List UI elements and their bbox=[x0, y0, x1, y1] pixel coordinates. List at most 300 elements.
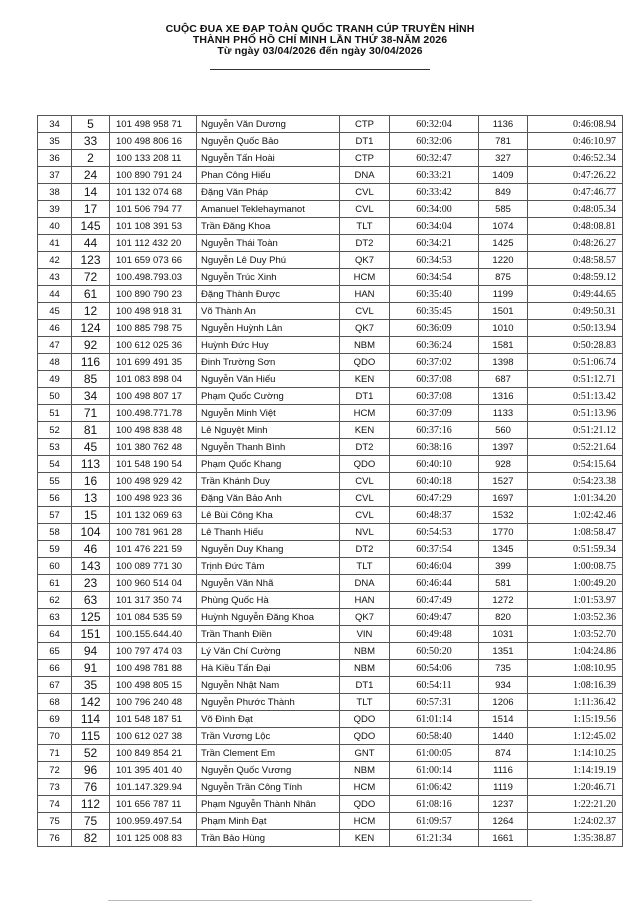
rank-cell: 41 bbox=[38, 235, 72, 252]
rank-cell: 42 bbox=[38, 252, 72, 269]
header-underline bbox=[210, 69, 430, 70]
uci-id-cell: 100.959.497.54 bbox=[110, 813, 197, 830]
total-time-cell: 60:40:10 bbox=[390, 456, 479, 473]
rank-cell: 56 bbox=[38, 490, 72, 507]
points-cell: 1397 bbox=[479, 439, 528, 456]
uci-id-cell: 101 112 432 20 bbox=[110, 235, 197, 252]
time-gap-cell: 0:46:10.97 bbox=[528, 133, 623, 150]
table-row bbox=[38, 541, 623, 558]
points-cell: 1133 bbox=[479, 405, 528, 422]
rank-cell: 76 bbox=[38, 830, 72, 847]
points-cell: 1661 bbox=[479, 830, 528, 847]
total-time-cell: 60:49:48 bbox=[390, 626, 479, 643]
team-code-cell: KEN bbox=[340, 830, 390, 847]
time-gap-cell: 0:48:08.81 bbox=[528, 218, 623, 235]
points-cell: 1425 bbox=[479, 235, 528, 252]
race-title: CUỘC ĐUA XE ĐẠP TOÀN QUỐC TRANH CÚP TRUYỀN HÌNH bbox=[165, 23, 475, 35]
total-time-cell: 60:36:24 bbox=[390, 337, 479, 354]
rank-cell: 46 bbox=[38, 320, 72, 337]
rank-cell: 62 bbox=[38, 592, 72, 609]
time-gap-cell: 1:01:34.20 bbox=[528, 490, 623, 507]
total-time-cell: 60:46:04 bbox=[390, 558, 479, 575]
team-code-cell: HCM bbox=[340, 405, 390, 422]
table-row bbox=[38, 694, 623, 711]
uci-id-cell: 100.155.644.40 bbox=[110, 626, 197, 643]
uci-id-cell: 100.498.793.03 bbox=[110, 269, 197, 286]
time-gap-cell: 1:11:36.42 bbox=[528, 694, 623, 711]
table-row bbox=[38, 405, 623, 422]
rider-name-cell: Nguyễn Quốc Vương bbox=[197, 762, 340, 779]
time-gap-cell: 0:51:21.12 bbox=[528, 422, 623, 439]
bib-cell: 96 bbox=[72, 762, 110, 779]
rank-cell: 61 bbox=[38, 575, 72, 592]
points-cell: 1010 bbox=[479, 320, 528, 337]
points-cell: 1398 bbox=[479, 354, 528, 371]
points-cell: 1514 bbox=[479, 711, 528, 728]
table-row bbox=[38, 779, 623, 796]
bib-cell: 116 bbox=[72, 354, 110, 371]
rider-name-cell: Trần Thanh Điền bbox=[197, 626, 340, 643]
total-time-cell: 60:34:54 bbox=[390, 269, 479, 286]
uci-id-cell: 101 317 350 74 bbox=[110, 592, 197, 609]
uci-id-cell: 100 796 240 48 bbox=[110, 694, 197, 711]
total-time-cell: 60:47:49 bbox=[390, 592, 479, 609]
time-gap-cell: 0:54:15.64 bbox=[528, 456, 623, 473]
uci-id-cell: 101 476 221 59 bbox=[110, 541, 197, 558]
table-row bbox=[38, 609, 623, 626]
time-gap-cell: 0:50:13.94 bbox=[528, 320, 623, 337]
rider-name-cell: Phan Công Hiếu bbox=[197, 167, 340, 184]
team-code-cell: KEN bbox=[340, 371, 390, 388]
table-row bbox=[38, 235, 623, 252]
team-code-cell: TLT bbox=[340, 694, 390, 711]
rank-cell: 67 bbox=[38, 677, 72, 694]
time-gap-cell: 0:49:44.65 bbox=[528, 286, 623, 303]
points-cell: 327 bbox=[479, 150, 528, 167]
time-gap-cell: 0:54:23.38 bbox=[528, 473, 623, 490]
race-edition: THÀNH PHỐ HỒ CHÍ MINH LẦN THỨ 38-NĂM 2026 bbox=[192, 34, 448, 46]
rider-name-cell: Huỳnh Đức Huy bbox=[197, 337, 340, 354]
rider-name-cell: Nguyễn Văn Nhã bbox=[197, 575, 340, 592]
table-row bbox=[38, 337, 623, 354]
points-cell: 1440 bbox=[479, 728, 528, 745]
total-time-cell: 60:49:47 bbox=[390, 609, 479, 626]
table-row bbox=[38, 456, 623, 473]
rank-cell: 44 bbox=[38, 286, 72, 303]
total-time-cell: 60:47:29 bbox=[390, 490, 479, 507]
rider-name-cell: Nguyễn Văn Dương bbox=[197, 116, 340, 133]
bib-cell: 123 bbox=[72, 252, 110, 269]
uci-id-cell: 100 133 208 11 bbox=[110, 150, 197, 167]
rank-cell: 49 bbox=[38, 371, 72, 388]
bib-cell: 24 bbox=[72, 167, 110, 184]
rider-name-cell: Đặng Văn Pháp bbox=[197, 184, 340, 201]
bib-cell: 15 bbox=[72, 507, 110, 524]
rank-cell: 66 bbox=[38, 660, 72, 677]
bib-cell: 35 bbox=[72, 677, 110, 694]
team-code-cell: QK7 bbox=[340, 320, 390, 337]
total-time-cell: 60:35:45 bbox=[390, 303, 479, 320]
points-cell: 399 bbox=[479, 558, 528, 575]
team-code-cell: TLT bbox=[340, 218, 390, 235]
time-gap-cell: 0:51:13.42 bbox=[528, 388, 623, 405]
table-row bbox=[38, 354, 623, 371]
rider-name-cell: Phạm Nguyễn Thành Nhân bbox=[197, 796, 340, 813]
team-code-cell: QDO bbox=[340, 728, 390, 745]
total-time-cell: 61:09:57 bbox=[390, 813, 479, 830]
bib-cell: 63 bbox=[72, 592, 110, 609]
points-cell: 1136 bbox=[479, 116, 528, 133]
team-code-cell: CVL bbox=[340, 490, 390, 507]
uci-id-cell: 100 849 854 21 bbox=[110, 745, 197, 762]
team-code-cell: QDO bbox=[340, 354, 390, 371]
total-time-cell: 60:37:08 bbox=[390, 371, 479, 388]
rank-cell: 71 bbox=[38, 745, 72, 762]
points-cell: 735 bbox=[479, 660, 528, 677]
table-row bbox=[38, 320, 623, 337]
bib-cell: 104 bbox=[72, 524, 110, 541]
rank-cell: 50 bbox=[38, 388, 72, 405]
points-cell: 1501 bbox=[479, 303, 528, 320]
table-row bbox=[38, 422, 623, 439]
table-row bbox=[38, 150, 623, 167]
time-gap-cell: 0:48:05.34 bbox=[528, 201, 623, 218]
uci-id-cell: 100 960 514 04 bbox=[110, 575, 197, 592]
team-code-cell: NVL bbox=[340, 524, 390, 541]
table-row bbox=[38, 677, 623, 694]
points-cell: 781 bbox=[479, 133, 528, 150]
total-time-cell: 61:21:34 bbox=[390, 830, 479, 847]
total-time-cell: 60:33:21 bbox=[390, 167, 479, 184]
bib-cell: 16 bbox=[72, 473, 110, 490]
time-gap-cell: 1:15:19.56 bbox=[528, 711, 623, 728]
time-gap-cell: 0:47:26.22 bbox=[528, 167, 623, 184]
uci-id-cell: 100 089 771 30 bbox=[110, 558, 197, 575]
rider-name-cell: Trần Khánh Duy bbox=[197, 473, 340, 490]
uci-id-cell: 101 656 787 11 bbox=[110, 796, 197, 813]
total-time-cell: 60:40:18 bbox=[390, 473, 479, 490]
rank-cell: 36 bbox=[38, 150, 72, 167]
bib-cell: 71 bbox=[72, 405, 110, 422]
bib-cell: 92 bbox=[72, 337, 110, 354]
uci-id-cell: 100.498.771.78 bbox=[110, 405, 197, 422]
team-code-cell: HCM bbox=[340, 269, 390, 286]
table-row bbox=[38, 116, 623, 133]
rank-cell: 65 bbox=[38, 643, 72, 660]
team-code-cell: QDO bbox=[340, 456, 390, 473]
total-time-cell: 60:34:00 bbox=[390, 201, 479, 218]
bib-cell: 44 bbox=[72, 235, 110, 252]
time-gap-cell: 0:46:08.94 bbox=[528, 116, 623, 133]
team-code-cell: DT2 bbox=[340, 439, 390, 456]
rider-name-cell: Phùng Quốc Hà bbox=[197, 592, 340, 609]
time-gap-cell: 1:03:52.36 bbox=[528, 609, 623, 626]
bib-cell: 151 bbox=[72, 626, 110, 643]
team-code-cell: HAN bbox=[340, 286, 390, 303]
time-gap-cell: 0:47:46.77 bbox=[528, 184, 623, 201]
rider-name-cell: Huỳnh Nguyễn Đăng Khoa bbox=[197, 609, 340, 626]
total-time-cell: 60:50:20 bbox=[390, 643, 479, 660]
table-row bbox=[38, 388, 623, 405]
rank-cell: 74 bbox=[38, 796, 72, 813]
uci-id-cell: 100 498 838 48 bbox=[110, 422, 197, 439]
table-row bbox=[38, 201, 623, 218]
rider-name-cell: Lê Bùi Công Kha bbox=[197, 507, 340, 524]
total-time-cell: 60:54:11 bbox=[390, 677, 479, 694]
rider-name-cell: Nguyễn Nhật Nam bbox=[197, 677, 340, 694]
table-row bbox=[38, 371, 623, 388]
rank-cell: 39 bbox=[38, 201, 72, 218]
total-time-cell: 60:34:21 bbox=[390, 235, 479, 252]
rider-name-cell: Trần Clement Em bbox=[197, 745, 340, 762]
bib-cell: 46 bbox=[72, 541, 110, 558]
total-time-cell: 61:00:05 bbox=[390, 745, 479, 762]
rank-cell: 72 bbox=[38, 762, 72, 779]
team-code-cell: QDO bbox=[340, 796, 390, 813]
points-cell: 1409 bbox=[479, 167, 528, 184]
rider-name-cell: Đinh Trường Sơn bbox=[197, 354, 340, 371]
uci-id-cell: 101 659 073 66 bbox=[110, 252, 197, 269]
table-row bbox=[38, 524, 623, 541]
total-time-cell: 60:37:08 bbox=[390, 388, 479, 405]
bib-cell: 145 bbox=[72, 218, 110, 235]
team-code-cell: DT1 bbox=[340, 677, 390, 694]
table-row bbox=[38, 439, 623, 456]
rider-name-cell: Lý Văn Chí Cường bbox=[197, 643, 340, 660]
points-cell: 1206 bbox=[479, 694, 528, 711]
time-gap-cell: 1:03:52.70 bbox=[528, 626, 623, 643]
points-cell: 560 bbox=[479, 422, 528, 439]
team-code-cell: HAN bbox=[340, 592, 390, 609]
points-cell: 849 bbox=[479, 184, 528, 201]
rank-cell: 75 bbox=[38, 813, 72, 830]
points-cell: 1116 bbox=[479, 762, 528, 779]
table-row bbox=[38, 184, 623, 201]
rider-name-cell: Nguyễn Phước Thành bbox=[197, 694, 340, 711]
uci-id-cell: 100 612 027 38 bbox=[110, 728, 197, 745]
uci-id-cell: 101.147.329.94 bbox=[110, 779, 197, 796]
table-row bbox=[38, 507, 623, 524]
rider-name-cell: Đặng Thành Được bbox=[197, 286, 340, 303]
bib-cell: 75 bbox=[72, 813, 110, 830]
bib-cell: 5 bbox=[72, 116, 110, 133]
rider-name-cell: Nguyễn Huỳnh Lân bbox=[197, 320, 340, 337]
points-cell: 874 bbox=[479, 745, 528, 762]
bib-cell: 45 bbox=[72, 439, 110, 456]
bib-cell: 113 bbox=[72, 456, 110, 473]
rank-cell: 64 bbox=[38, 626, 72, 643]
uci-id-cell: 101 083 898 04 bbox=[110, 371, 197, 388]
bib-cell: 124 bbox=[72, 320, 110, 337]
rank-cell: 37 bbox=[38, 167, 72, 184]
team-code-cell: CTP bbox=[340, 116, 390, 133]
total-time-cell: 60:46:44 bbox=[390, 575, 479, 592]
team-code-cell: NBM bbox=[340, 337, 390, 354]
uci-id-cell: 100 498 807 17 bbox=[110, 388, 197, 405]
uci-id-cell: 100 498 918 31 bbox=[110, 303, 197, 320]
uci-id-cell: 101 125 008 83 bbox=[110, 830, 197, 847]
bib-cell: 34 bbox=[72, 388, 110, 405]
team-code-cell: DT2 bbox=[340, 235, 390, 252]
team-code-cell: CVL bbox=[340, 303, 390, 320]
time-gap-cell: 0:48:58.57 bbox=[528, 252, 623, 269]
total-time-cell: 60:32:04 bbox=[390, 116, 479, 133]
uci-id-cell: 100 498 806 16 bbox=[110, 133, 197, 150]
team-code-cell: HCM bbox=[340, 813, 390, 830]
team-code-cell: CVL bbox=[340, 184, 390, 201]
time-gap-cell: 1:22:21.20 bbox=[528, 796, 623, 813]
points-cell: 581 bbox=[479, 575, 528, 592]
uci-id-cell: 100 890 790 23 bbox=[110, 286, 197, 303]
table-row bbox=[38, 558, 623, 575]
rank-cell: 48 bbox=[38, 354, 72, 371]
total-time-cell: 60:36:09 bbox=[390, 320, 479, 337]
uci-id-cell: 101 084 535 59 bbox=[110, 609, 197, 626]
total-time-cell: 60:32:47 bbox=[390, 150, 479, 167]
time-gap-cell: 1:02:42.46 bbox=[528, 507, 623, 524]
rider-name-cell: Nguyễn Thanh Bình bbox=[197, 439, 340, 456]
team-code-cell: VIN bbox=[340, 626, 390, 643]
rider-name-cell: Nguyễn Minh Việt bbox=[197, 405, 340, 422]
points-cell: 1351 bbox=[479, 643, 528, 660]
rider-name-cell: Trịnh Đức Tâm bbox=[197, 558, 340, 575]
time-gap-cell: 1:08:58.47 bbox=[528, 524, 623, 541]
rank-cell: 58 bbox=[38, 524, 72, 541]
total-time-cell: 60:34:53 bbox=[390, 252, 479, 269]
team-code-cell: DNA bbox=[340, 167, 390, 184]
total-time-cell: 61:08:16 bbox=[390, 796, 479, 813]
time-gap-cell: 0:51:13.96 bbox=[528, 405, 623, 422]
points-cell: 1697 bbox=[479, 490, 528, 507]
rider-name-cell: Nguyễn Văn Hiếu bbox=[197, 371, 340, 388]
total-time-cell: 60:38:16 bbox=[390, 439, 479, 456]
table-row bbox=[38, 269, 623, 286]
points-cell: 1199 bbox=[479, 286, 528, 303]
time-gap-cell: 1:14:19.19 bbox=[528, 762, 623, 779]
time-gap-cell: 0:51:12.71 bbox=[528, 371, 623, 388]
time-gap-cell: 1:08:10.95 bbox=[528, 660, 623, 677]
team-code-cell: CVL bbox=[340, 507, 390, 524]
team-code-cell: TLT bbox=[340, 558, 390, 575]
points-cell: 875 bbox=[479, 269, 528, 286]
points-cell: 1237 bbox=[479, 796, 528, 813]
table-row bbox=[38, 626, 623, 643]
points-cell: 1220 bbox=[479, 252, 528, 269]
rider-name-cell: Trần Đăng Khoa bbox=[197, 218, 340, 235]
table-row bbox=[38, 473, 623, 490]
bib-cell: 76 bbox=[72, 779, 110, 796]
table-row bbox=[38, 252, 623, 269]
rank-cell: 45 bbox=[38, 303, 72, 320]
rider-name-cell: Nguyễn Lê Duy Phú bbox=[197, 252, 340, 269]
rank-cell: 73 bbox=[38, 779, 72, 796]
time-gap-cell: 1:01:53.97 bbox=[528, 592, 623, 609]
points-cell: 1770 bbox=[479, 524, 528, 541]
table-row bbox=[38, 711, 623, 728]
total-time-cell: 60:37:54 bbox=[390, 541, 479, 558]
rider-name-cell: Nguyễn Trúc Xinh bbox=[197, 269, 340, 286]
points-cell: 585 bbox=[479, 201, 528, 218]
rank-cell: 55 bbox=[38, 473, 72, 490]
uci-id-cell: 100 885 798 75 bbox=[110, 320, 197, 337]
points-cell: 1074 bbox=[479, 218, 528, 235]
total-time-cell: 60:54:53 bbox=[390, 524, 479, 541]
uci-id-cell: 101 548 187 51 bbox=[110, 711, 197, 728]
total-time-cell: 60:34:04 bbox=[390, 218, 479, 235]
uci-id-cell: 101 380 762 48 bbox=[110, 439, 197, 456]
uci-id-cell: 100 498 781 88 bbox=[110, 660, 197, 677]
bib-cell: 14 bbox=[72, 184, 110, 201]
team-code-cell: CTP bbox=[340, 150, 390, 167]
bib-cell: 52 bbox=[72, 745, 110, 762]
points-cell: 687 bbox=[479, 371, 528, 388]
uci-id-cell: 100 890 791 24 bbox=[110, 167, 197, 184]
points-cell: 928 bbox=[479, 456, 528, 473]
total-time-cell: 60:37:16 bbox=[390, 422, 479, 439]
rider-name-cell: Nguyễn Thái Toàn bbox=[197, 235, 340, 252]
time-gap-cell: 0:48:26.27 bbox=[528, 235, 623, 252]
table-row bbox=[38, 728, 623, 745]
time-gap-cell: 1:35:38.87 bbox=[528, 830, 623, 847]
rank-cell: 54 bbox=[38, 456, 72, 473]
bib-cell: 82 bbox=[72, 830, 110, 847]
bib-cell: 115 bbox=[72, 728, 110, 745]
time-gap-cell: 1:00:49.20 bbox=[528, 575, 623, 592]
table-row bbox=[38, 660, 623, 677]
team-code-cell: CVL bbox=[340, 201, 390, 218]
rank-cell: 59 bbox=[38, 541, 72, 558]
rider-name-cell: Hà Kiều Tấn Đại bbox=[197, 660, 340, 677]
rank-cell: 35 bbox=[38, 133, 72, 150]
table-row bbox=[38, 813, 623, 830]
uci-id-cell: 101 395 401 40 bbox=[110, 762, 197, 779]
time-gap-cell: 1:14:10.25 bbox=[528, 745, 623, 762]
total-time-cell: 60:35:40 bbox=[390, 286, 479, 303]
uci-id-cell: 101 498 958 71 bbox=[110, 116, 197, 133]
table-row bbox=[38, 167, 623, 184]
uci-id-cell: 101 699 491 35 bbox=[110, 354, 197, 371]
table-row bbox=[38, 762, 623, 779]
race-dates: Từ ngày 03/04/2026 đến ngày 30/04/2026 bbox=[217, 45, 423, 57]
team-code-cell: DT1 bbox=[340, 133, 390, 150]
total-time-cell: 60:32:06 bbox=[390, 133, 479, 150]
total-time-cell: 60:37:09 bbox=[390, 405, 479, 422]
rank-cell: 60 bbox=[38, 558, 72, 575]
time-gap-cell: 0:50:28.83 bbox=[528, 337, 623, 354]
rider-name-cell: Trần Bảo Hùng bbox=[197, 830, 340, 847]
table-row bbox=[38, 643, 623, 660]
rank-cell: 51 bbox=[38, 405, 72, 422]
time-gap-cell: 1:00:08.75 bbox=[528, 558, 623, 575]
points-cell: 1316 bbox=[479, 388, 528, 405]
rider-name-cell: Võ Đình Đạt bbox=[197, 711, 340, 728]
total-time-cell: 61:06:42 bbox=[390, 779, 479, 796]
race-header bbox=[0, 24, 640, 57]
points-cell: 1345 bbox=[479, 541, 528, 558]
bib-cell: 2 bbox=[72, 150, 110, 167]
uci-id-cell: 101 132 069 63 bbox=[110, 507, 197, 524]
rider-name-cell: Nguyễn Duy Khang bbox=[197, 541, 340, 558]
rank-cell: 34 bbox=[38, 116, 72, 133]
results-table-body bbox=[38, 116, 623, 847]
rider-name-cell: Võ Thành An bbox=[197, 303, 340, 320]
total-time-cell: 60:33:42 bbox=[390, 184, 479, 201]
team-code-cell: NBM bbox=[340, 643, 390, 660]
bib-cell: 81 bbox=[72, 422, 110, 439]
rider-name-cell: Lê Thanh Hiếu bbox=[197, 524, 340, 541]
uci-id-cell: 100 612 025 36 bbox=[110, 337, 197, 354]
uci-id-cell: 100 498 805 15 bbox=[110, 677, 197, 694]
